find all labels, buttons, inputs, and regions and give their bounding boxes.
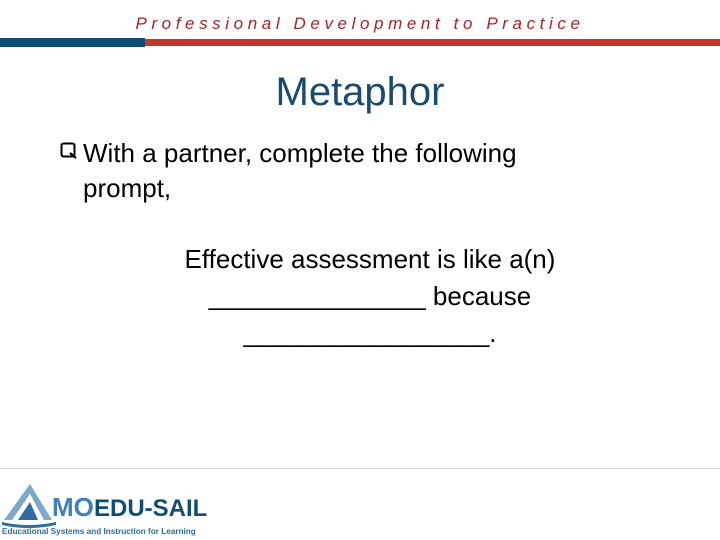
header-bar-blue [0, 38, 145, 47]
header-title: Professional Development to Practice [135, 14, 585, 33]
bullet-text-line2: prompt, [83, 173, 172, 203]
logo-tagline: Educational Systems and Instruction for Learning [2, 527, 196, 536]
bullet-text-line1: With a partner, complete the following [83, 138, 517, 168]
footer-divider [0, 468, 720, 469]
logo-mo-text: MO [52, 492, 94, 522]
bullet-item [60, 136, 680, 206]
mo-edu-sail-logo [0, 478, 230, 538]
checkbox-bullet-icon [60, 142, 77, 159]
logo-edu-sail-text: EDU-SAIL [94, 495, 208, 522]
prompt-line-1: Effective assessment is like a(n) [184, 244, 556, 274]
prompt-block [100, 241, 640, 352]
sailboat-icon [2, 484, 56, 528]
prompt-line-3: _________________. [243, 318, 497, 348]
prompt-line-2: _______________ because [208, 281, 532, 311]
slide-title: Metaphor [275, 70, 445, 114]
header-bar-red [145, 39, 720, 46]
